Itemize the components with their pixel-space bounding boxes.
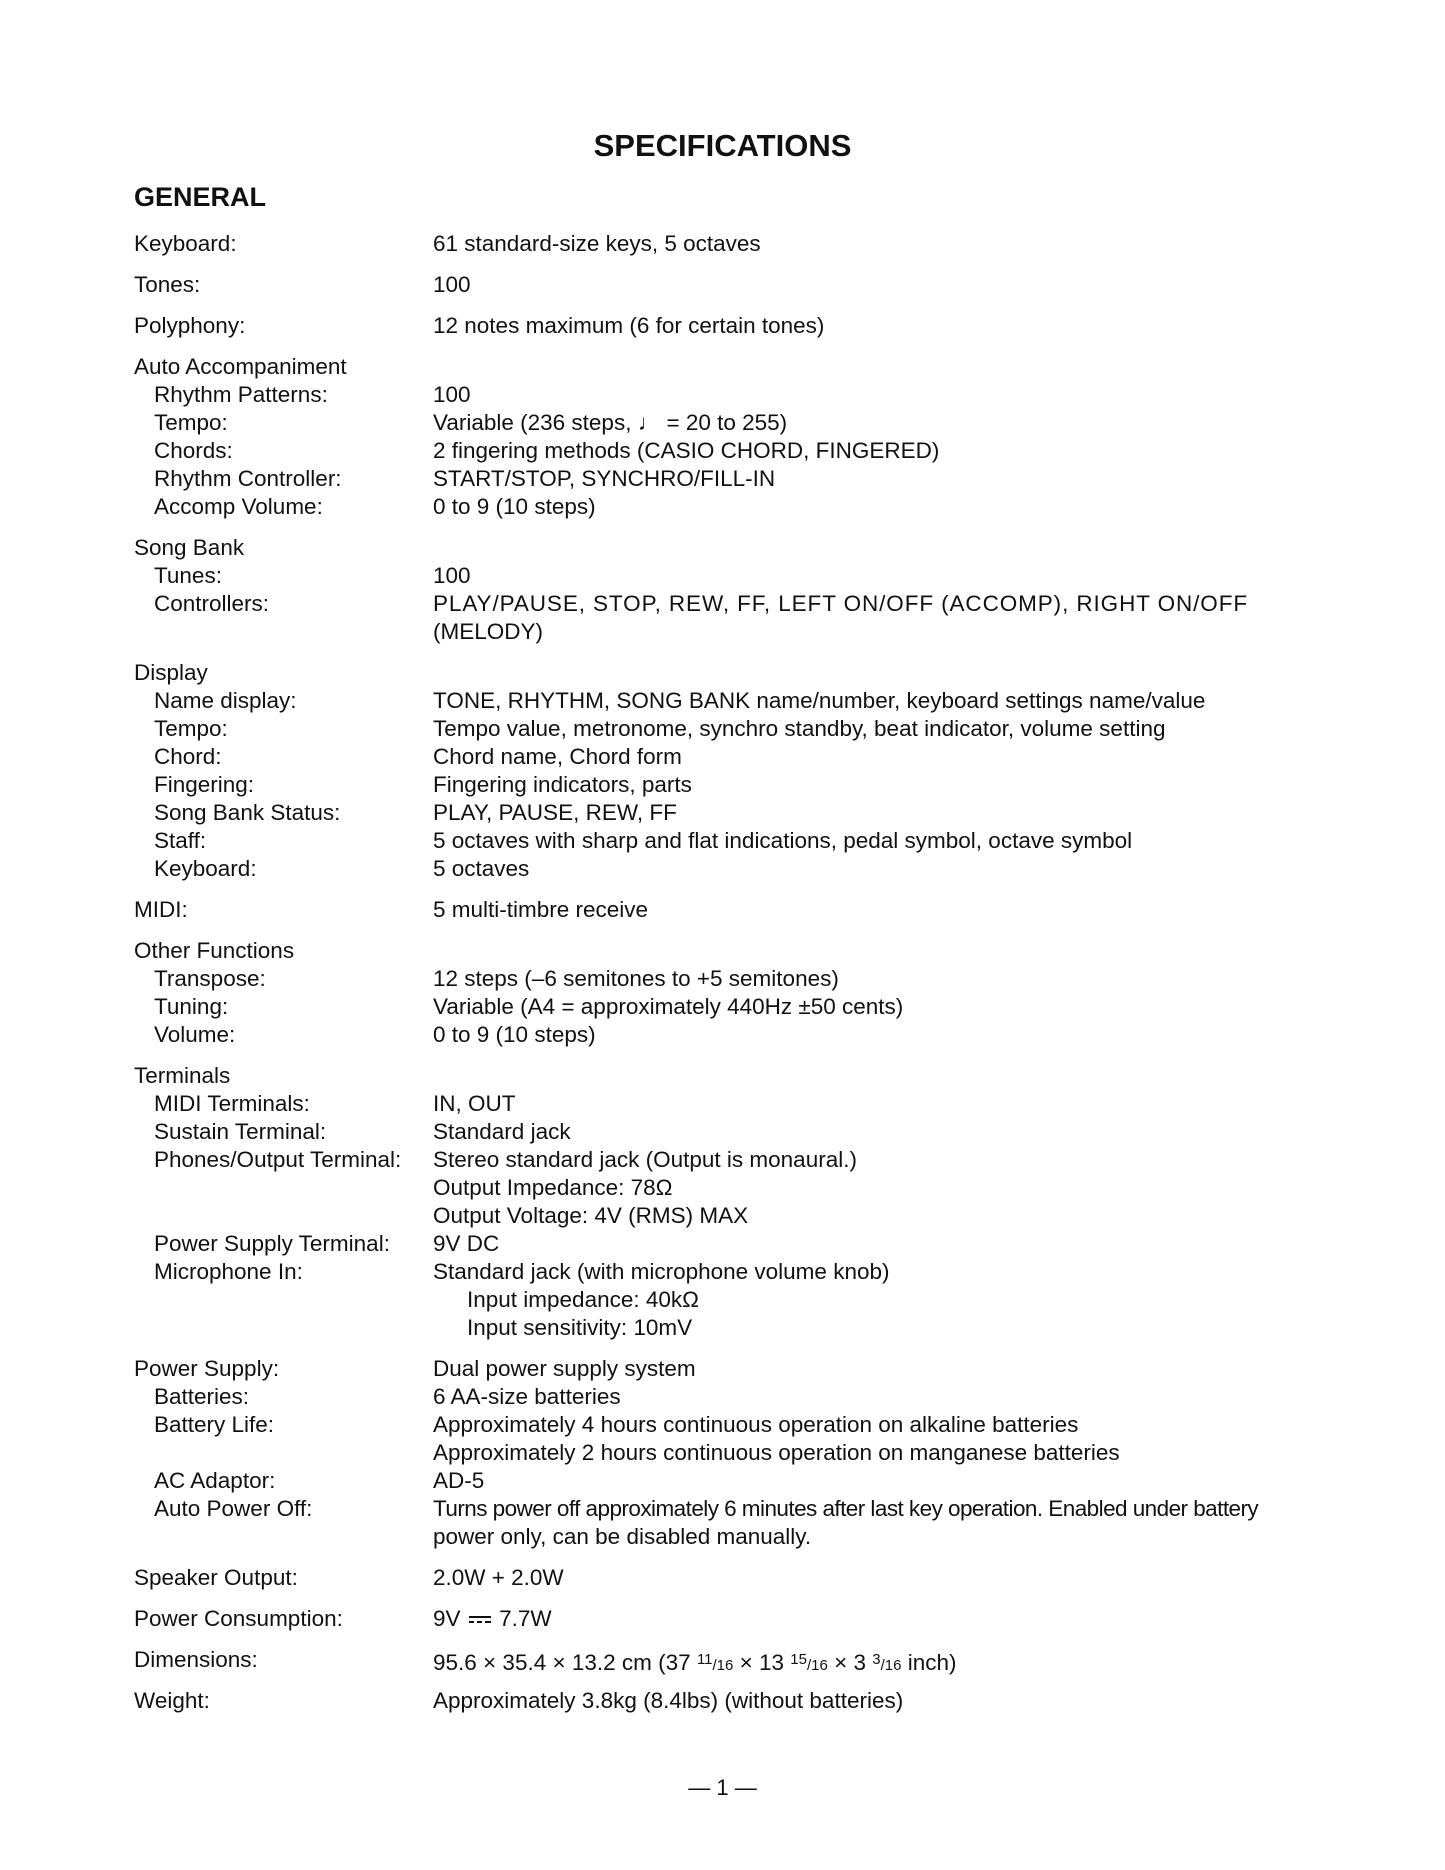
spec-value: AD-5 bbox=[433, 1468, 485, 1493]
dimension-text: × 13 bbox=[733, 1650, 791, 1675]
spec-label: Tuning: bbox=[154, 994, 229, 1019]
fraction-numerator: 3 bbox=[872, 1651, 881, 1668]
spec-value: 61 standard-size keys, 5 octaves bbox=[433, 231, 761, 256]
spec-value: Dual power supply system bbox=[433, 1356, 696, 1381]
spec-value: 100 bbox=[433, 563, 471, 588]
spec-label: Power Consumption: bbox=[134, 1606, 343, 1631]
spec-value: 5 multi-timbre receive bbox=[433, 897, 649, 922]
spec-label: Controllers: bbox=[154, 591, 270, 616]
spec-label: Dimensions: bbox=[134, 1647, 258, 1672]
spec-group-label: Auto Accompaniment bbox=[134, 354, 347, 379]
spec-group-label: Song Bank bbox=[134, 535, 245, 560]
spec-label: MIDI Terminals: bbox=[154, 1091, 310, 1116]
wattage-text: 7.7W bbox=[499, 1606, 552, 1631]
spec-value: Output Voltage: 4V (RMS) MAX bbox=[433, 1203, 749, 1228]
spec-label: Accomp Volume: bbox=[154, 494, 323, 519]
spec-value: 2 fingering methods (CASIO CHORD, FINGERED) bbox=[433, 438, 940, 463]
spec-label: Keyboard: bbox=[134, 231, 237, 256]
spec-group-label: Other Functions bbox=[134, 938, 295, 963]
spec-label: Chord: bbox=[154, 744, 222, 769]
spec-label: Chords: bbox=[154, 438, 233, 463]
spec-label: Volume: bbox=[154, 1022, 236, 1047]
spec-label: AC Adaptor: bbox=[154, 1468, 276, 1493]
fraction-denominator: /16 bbox=[712, 1657, 734, 1674]
spec-value: PLAY/PAUSE, STOP, REW, FF, LEFT ON/OFF (ACCOMP), RIGHT ON/OFF bbox=[433, 591, 1248, 616]
spec-value: 9V DC bbox=[433, 1231, 500, 1256]
spec-label: Transpose: bbox=[154, 966, 266, 991]
spec-group-label: Display bbox=[134, 660, 208, 685]
spec-label: Tempo: bbox=[154, 716, 228, 741]
spec-value: Output Impedance: 78Ω bbox=[433, 1175, 673, 1200]
fraction-denominator: /16 bbox=[880, 1657, 902, 1674]
spec-value: 2.0W + 2.0W bbox=[433, 1565, 564, 1590]
dimension-text: inch) bbox=[901, 1650, 957, 1675]
spec-value: 100 bbox=[433, 272, 471, 297]
spec-label: Tones: bbox=[134, 272, 201, 297]
spec-label: Phones/Output Terminal: bbox=[154, 1147, 402, 1172]
spec-label: Staff: bbox=[154, 828, 207, 853]
page-number: — 1 — bbox=[688, 1775, 757, 1800]
spec-value: Input impedance: 40kΩ bbox=[467, 1287, 699, 1312]
spec-value: 100 bbox=[433, 382, 471, 407]
spec-value: Standard jack (with microphone volume knob) bbox=[433, 1259, 890, 1284]
spec-value: Stereo standard jack (Output is monaural.) bbox=[433, 1147, 857, 1172]
fraction-numerator: 11 bbox=[696, 1651, 713, 1668]
dc-current-icon bbox=[469, 1614, 491, 1626]
spec-value: 12 steps (–6 semitones to +5 semitones) bbox=[433, 966, 839, 991]
spec-value: TONE, RHYTHM, SONG BANK name/number, keyboard settings name/value bbox=[433, 688, 1206, 713]
spec-value: Approximately 4 hours continuous operation on alkaline batteries bbox=[433, 1412, 1079, 1437]
spec-value: Turns power off approximately 6 minutes after last key operation. Enabled under battery bbox=[433, 1496, 1259, 1521]
spec-value: Approximately 2 hours continuous operation on manganese batteries bbox=[433, 1440, 1120, 1465]
spec-value: Approximately 3.8kg (8.4lbs) (without batteries) bbox=[433, 1688, 904, 1713]
dimension-text: 95.6 × 35.4 × 13.2 cm (37 bbox=[433, 1650, 697, 1675]
spec-label: Batteries: bbox=[154, 1384, 250, 1409]
spec-label: Song Bank Status: bbox=[154, 800, 341, 825]
spec-label: Tempo: bbox=[154, 410, 228, 435]
spec-value: 6 AA-size batteries bbox=[433, 1384, 621, 1409]
spec-label: Auto Power Off: bbox=[154, 1496, 313, 1521]
spec-label: Power Supply: bbox=[134, 1356, 280, 1381]
dimension-text: × 3 bbox=[827, 1650, 873, 1675]
spec-label: Polyphony: bbox=[134, 313, 246, 338]
fraction-denominator: /16 bbox=[806, 1657, 828, 1674]
spec-value: Variable (A4 = approximately 440Hz ±50 cents) bbox=[433, 994, 904, 1019]
spec-value: 5 octaves bbox=[433, 856, 530, 881]
spec-value: Variable (236 steps, ♩ = 20 to 255) bbox=[433, 410, 788, 435]
spec-value: 12 notes maximum (6 for certain tones) bbox=[433, 313, 825, 338]
spec-value: power only, can be disabled manually. bbox=[433, 1524, 812, 1549]
spec-value bbox=[433, 1646, 957, 1680]
spec-label: Speaker Output: bbox=[134, 1565, 298, 1590]
spec-label: Battery Life: bbox=[154, 1412, 275, 1437]
spec-value: Standard jack bbox=[433, 1119, 571, 1144]
spec-label: Power Supply Terminal: bbox=[154, 1231, 390, 1256]
voltage-text: 9V bbox=[433, 1606, 461, 1631]
spec-value: IN, OUT bbox=[433, 1091, 516, 1116]
spec-value: (MELODY) bbox=[433, 619, 544, 644]
spec-value: PLAY, PAUSE, REW, FF bbox=[433, 800, 677, 825]
page-title: SPECIFICATIONS bbox=[593, 128, 852, 163]
spec-label: Rhythm Patterns: bbox=[154, 382, 328, 407]
spec-label: MIDI: bbox=[134, 897, 188, 922]
spec-value: Input sensitivity: 10mV bbox=[467, 1315, 693, 1340]
spec-label: Tunes: bbox=[154, 563, 222, 588]
spec-label: Keyboard: bbox=[154, 856, 257, 881]
spec-label: Rhythm Controller: bbox=[154, 466, 342, 491]
spec-label: Sustain Terminal: bbox=[154, 1119, 327, 1144]
spec-value: START/STOP, SYNCHRO/FILL-IN bbox=[433, 466, 776, 491]
spec-group-label: Terminals bbox=[134, 1063, 231, 1088]
section-heading-general: GENERAL bbox=[134, 182, 267, 212]
spec-value bbox=[433, 1605, 552, 1633]
spec-value: 0 to 9 (10 steps) bbox=[433, 1022, 596, 1047]
spec-label: Weight: bbox=[134, 1688, 210, 1713]
spec-value: Fingering indicators, parts bbox=[433, 772, 692, 797]
spec-label: Fingering: bbox=[154, 772, 255, 797]
spec-label: Microphone In: bbox=[154, 1259, 303, 1284]
spec-value: Tempo value, metronome, synchro standby, beat indicator, volume setting bbox=[433, 716, 1166, 741]
spec-label: Name display: bbox=[154, 688, 297, 713]
fraction-numerator: 15 bbox=[790, 1651, 807, 1668]
spec-value: 0 to 9 (10 steps) bbox=[433, 494, 596, 519]
spec-value: Chord name, Chord form bbox=[433, 744, 682, 769]
spec-value: 5 octaves with sharp and flat indications, pedal symbol, octave symbol bbox=[433, 828, 1133, 853]
